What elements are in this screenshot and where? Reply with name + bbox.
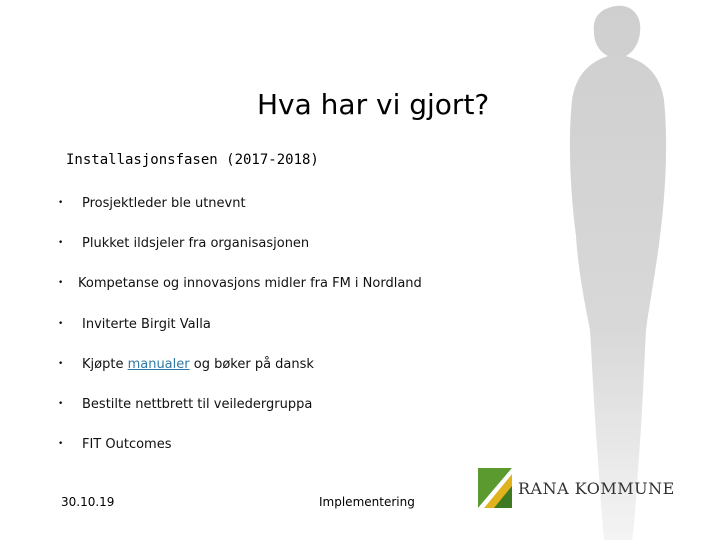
rana-kommune-logo	[478, 468, 675, 508]
slide-subtitle: Installasjonsfasen (2017-2018)	[66, 152, 319, 168]
slide-title: Hva har vi gjort?	[257, 88, 490, 121]
bullet-item	[58, 196, 246, 211]
bullet-text: Bestilte nettbrett til veiledergruppa	[82, 397, 313, 412]
bullet-text: Kompetanse og innovasjons midler fra FM i Nordland	[78, 276, 422, 291]
footer-label: Implementering	[319, 495, 415, 509]
bullet-text: FIT Outcomes	[82, 437, 172, 452]
bullet-text	[82, 357, 314, 372]
bullet-dot-icon: •	[58, 358, 64, 369]
bullet-dot-icon: •	[58, 277, 64, 288]
bullet-text: Inviterte Birgit Valla	[82, 317, 211, 332]
bullet-dot-icon: •	[58, 438, 64, 449]
bullet-text: Prosjektleder ble utnevnt	[82, 196, 246, 211]
bullet-item	[58, 276, 422, 291]
bullet-dot-icon: •	[58, 318, 64, 329]
statue-background-image	[520, 0, 720, 540]
bullet-dot-icon: •	[58, 197, 64, 208]
bullet-item	[58, 236, 309, 251]
bullet-item	[58, 397, 312, 412]
manualer-link[interactable]: manualer	[127, 357, 190, 372]
rana-kommune-emblem-icon	[478, 468, 512, 508]
bullet-item	[58, 437, 172, 452]
bullet-text: Plukket ildsjeler fra organisasjonen	[82, 236, 310, 251]
footer-date: 30.10.19	[61, 495, 115, 509]
bullet-dot-icon: •	[58, 398, 64, 409]
bullet-text-after: og bøker på dansk	[189, 357, 314, 372]
bullet-item	[58, 357, 314, 372]
bullet-text-before: Kjøpte	[82, 357, 128, 372]
logo-text: RANA KOMMUNE	[518, 478, 675, 498]
bullet-item	[58, 317, 211, 332]
bullet-dot-icon: •	[58, 237, 64, 248]
